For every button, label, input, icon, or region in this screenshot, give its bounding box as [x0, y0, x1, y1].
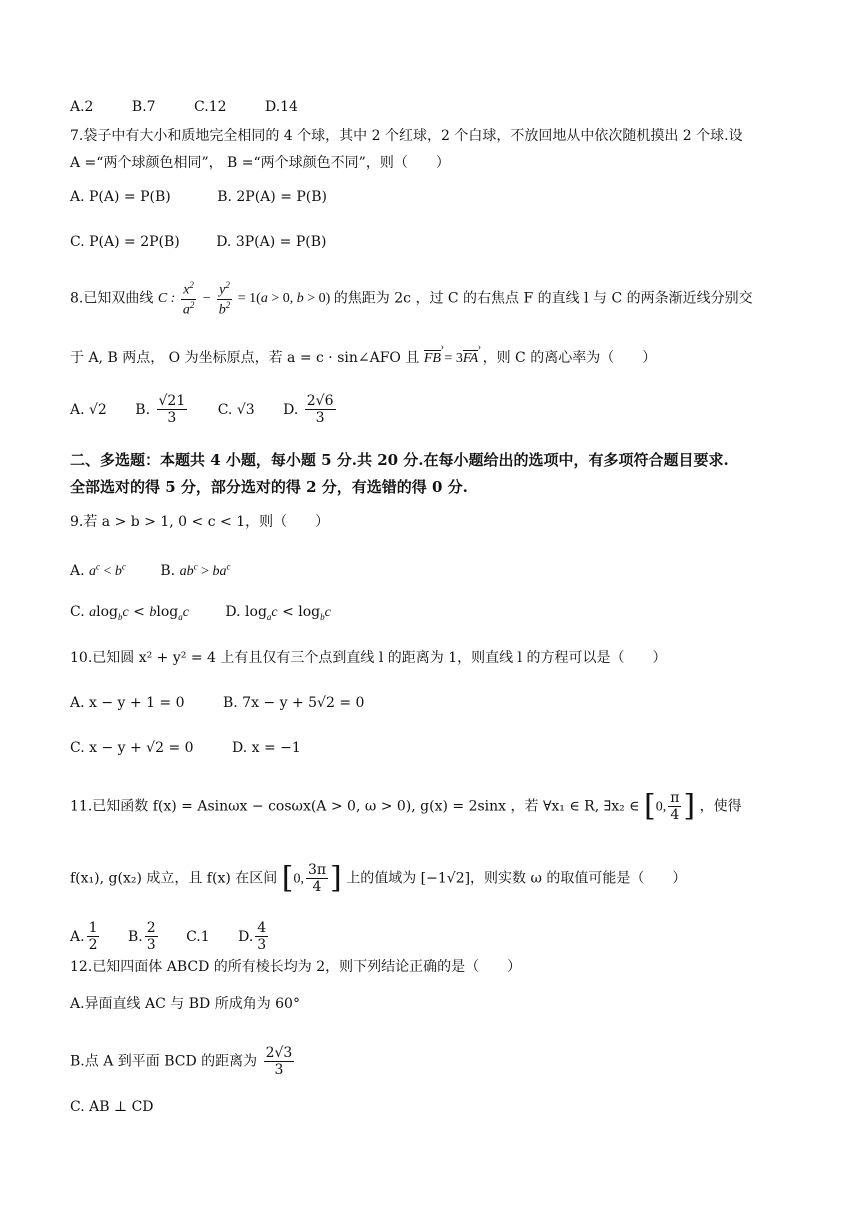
q7-option-a: A. P(A) = P(B)	[70, 189, 171, 205]
q8-option-d: D. $\frac{2√6}{3}$	[283, 393, 334, 427]
q8-suffix: 的焦距为 2c ，过 C 的右焦点 F 的直线 l 与 C 的两条渐近线分别交	[333, 290, 753, 307]
section2-heading-line2: 全部选对的得 5 分，部分选对的得 2 分，有选错的得 0 分.	[70, 478, 468, 496]
section2-heading-line1: 二、多选题：本题共 4 小题，每小题 5 分.共 20 分.在每小题给出的选项中，有多项符合题目要求.	[70, 451, 729, 469]
q8-option-b-label: B.	[135, 401, 151, 418]
q8-stem-line2	[70, 350, 656, 366]
q7-options-ab	[70, 190, 349, 204]
q8-option-c: C. √3	[217, 401, 255, 418]
q10-option-d: D. x = −1	[232, 740, 301, 756]
q12-option-a: A.异面直线 AC 与 BD 所成角为 60°	[70, 996, 300, 1012]
q12-option-b-line: B.点 A 到平面 BCD 的距离为 $\frac{2√3}{3}$	[70, 1045, 293, 1079]
q8-options	[70, 393, 338, 426]
q6-option-a: A.2	[70, 99, 94, 115]
q9-option-a: A. $a^c < b^c$	[70, 561, 126, 579]
q12-option-c: C. AB ⊥ CD	[70, 1099, 154, 1115]
q11-option-b: B. $\frac{2}{3}$	[127, 920, 156, 954]
q7-option-c: C. P(A) = 2P(B)	[70, 234, 180, 250]
q6-options	[70, 100, 332, 114]
q11-stem1: 11.已知函数 f(x) = Asinωx − cosωx(A > 0, ω > 0), g(x) = 2sinx ，若 ∀x₁ ∈ R, ∃x₂ ∈	[70, 798, 640, 815]
q11-options	[70, 920, 270, 953]
q8-option-d-label: D.	[283, 401, 299, 418]
q7-stem-line1: 7.袋子中有大小和质地完全相同的 4 个球，其中 2 个红球，2 个白球，不放回地从中依次随机摸出 2 个球.设	[70, 128, 743, 144]
q11-stem1-end: ，使得	[699, 798, 742, 815]
q11-option-d: D. $\frac{4}{3}$	[238, 920, 267, 954]
q9-stem: 9.若 a > b > 1, 0 < c < 1，则（ ）	[70, 514, 330, 530]
q8-option-a: A. √2	[70, 401, 107, 418]
q11-line2b: 上的值域为 [−1√2]，则实数 ω 的取值可能是（ ）	[346, 870, 687, 887]
q12-stem: 12.已知四面体 ABCD 的所有棱长均为 2，则下列结论正确的是（ ）	[70, 959, 522, 975]
q7-options-cd	[70, 235, 348, 249]
q12-option-b: B.点 A 到平面 BCD 的距离为	[70, 1053, 258, 1070]
q8-stem-line1	[70, 280, 753, 319]
q10-option-c: C. x − y + √2 = 0	[70, 740, 194, 756]
q8-line2-end: ，则 C 的离心率为（ ）	[482, 350, 657, 366]
q8-prefix: 8.已知双曲线	[70, 290, 154, 307]
q11-option-a: A. $\frac{1}{2}$	[70, 920, 98, 954]
q6-option-c: C.12	[194, 99, 227, 115]
q9-option-c: C. alog$_b$c < blog$_a$c	[70, 604, 189, 622]
q9-option-d: D. $\log_ac < \log_bc$	[225, 604, 331, 622]
q6-option-d: D.14	[264, 99, 298, 115]
q7-stem-line2: A =“两个球颜色相同”， B =“两个球颜色不同”，则（ ）	[70, 155, 450, 171]
q8-option-b: B. $\frac{√21}{3}$	[135, 393, 186, 427]
q10-options-ab	[70, 696, 386, 710]
q10-stem: 10.已知圆 x² + y² = 4 上有且仅有三个点到直线 l 的距离为 1，则直线 l 的方程可以是（ ）	[70, 650, 667, 666]
q11-stem-line1: 11.已知函数 f(x) = Asinωx − cosωx(A > 0, ω > 0), g(x) = 2sinx ，若 ∀x₁ ∈ R, ∃x₂ ∈ [0, $\frac{\pi}{4}$ ] ，使得	[70, 788, 742, 824]
q11-line2a: f(x₁), g(x₂) 成立，且 f(x) 在区间	[70, 870, 278, 887]
q9-option-b: B. $ab^c > ba^c$	[160, 561, 231, 579]
q9-options-cd	[70, 605, 331, 622]
q7-option-b: B. 2P(A) = P(B)	[217, 189, 327, 205]
q11-stem-line2: f(x₁), g(x₂) 成立，且 f(x) 在区间 [0, $\frac{3\pi}{4}$ ] 上的值域为 [−1√2]，则实数 ω 的取值可能是（ ）	[70, 860, 687, 896]
q10-options-cd	[70, 741, 323, 755]
q8-vector-relation: FB › = 3FA ›	[424, 351, 478, 366]
q6-option-b: B.7	[131, 99, 156, 115]
q10-option-b: B. 7x − y + 5√2 = 0	[222, 695, 365, 711]
q10-option-a: A. x − y + 1 = 0	[70, 695, 185, 711]
q9-options-ab	[70, 562, 230, 579]
q8-line2: 于 A, B 两点， O 为坐标原点，若 a = c · sin∠AFO 且	[70, 350, 420, 366]
q11-option-c: C.1	[186, 928, 210, 945]
q8-hyperbola-eq: C : $\frac{x^2}{a^2}$ − $\frac{y^2}{b^2}$ = 1(a > 0, b > 0)	[157, 280, 331, 318]
q7-option-d: D. 3P(A) = P(B)	[216, 234, 327, 250]
